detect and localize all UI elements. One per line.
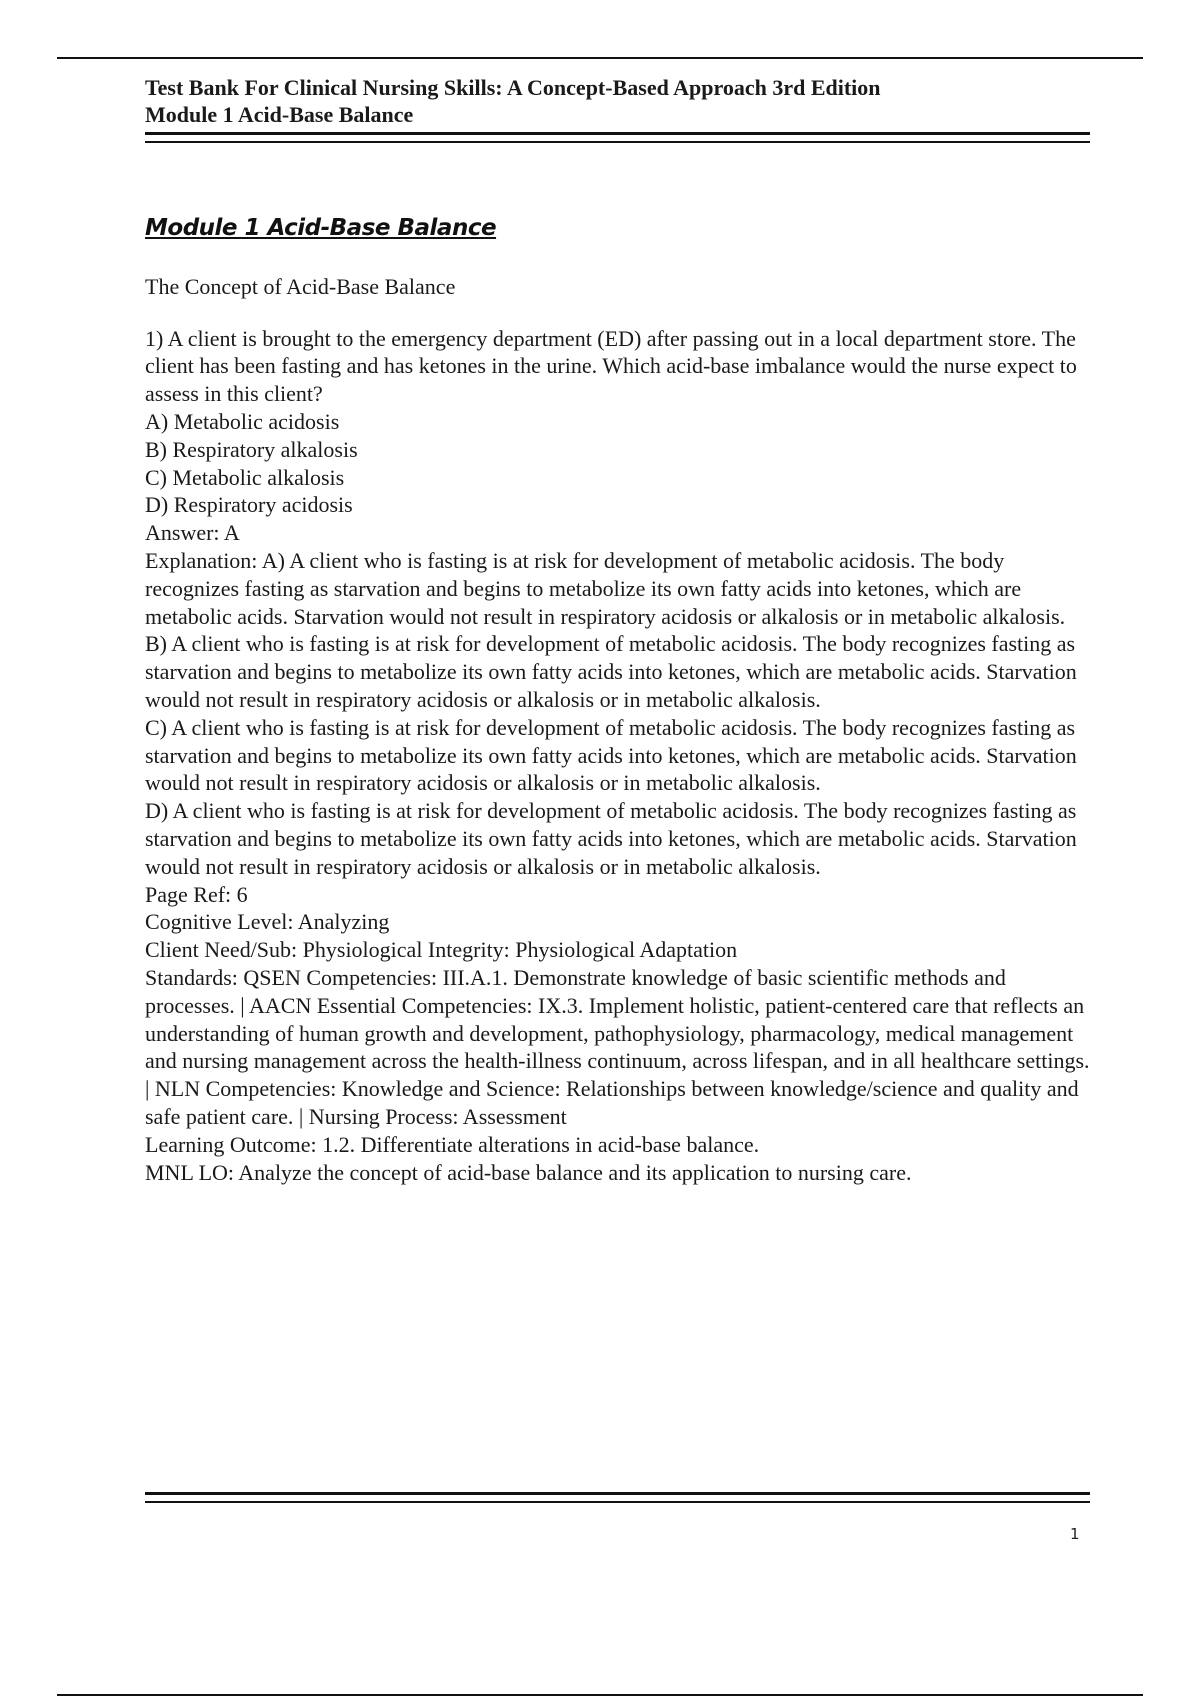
explanation-c: C) A client who is fasting is at risk for development of metabolic acidosis. The body recognizes fasting as starvation and begins to metabolize its own fatty acids into ketones, which are metabolic acids. Starvation would not result in respiratory acidosis or alkalosis or in metabolic alkalosis. [145,714,1077,796]
learning-outcome: Learning Outcome: 1.2. Differentiate alterations in acid-base balance. [145,1131,760,1157]
header-module-title: Module 1 Acid-Base Balance [145,102,414,127]
cognitive-level: Cognitive Level: Analyzing [145,909,390,935]
header-book-title: Test Bank For Clinical Nursing Skills: A Concept-Based Approach 3rd Edition [145,75,881,100]
page-bottom-edge-rule [57,1694,1143,1696]
page-number: 1 [1070,1525,1080,1543]
answer: Answer: A [145,520,240,546]
explanation-d: D) A client who is fasting is at risk for development of metabolic acidosis. The body recognizes fasting as starvation and begins to metabolize its own fatty acids into ketones, which are metabolic acids. Starvation would not result in respiratory acidosis or alkalosis or in metabolic alkalosis. [145,798,1077,879]
header-double-rule [145,132,1090,143]
explanation-a: Explanation: A) A client who is fasting is at risk for development of metabolic acidosis. The body recognizes fasting as starvation and begins to metabolize its own fatty acids into ketones, which are metabolic acids. Starvation would not result in respiratory acidosis or alkalosis or in metabolic alkalosis. [145,547,1066,629]
concept-title: The Concept of Acid-Base Balance [145,273,456,299]
option-a: A) Metabolic acidosis [145,408,340,434]
standards: Standards: QSEN Competencies: III.A.1. Demonstrate knowledge of basic scientific methods and processes. | AACN Essential Competencies: IX.3. Implement holistic, patient-centered care that reflects an understanding of human growth and development, pathophysiology, pharmacology, medical management and nursing management across the health-illness continuum, across lifespan, and in all healthcare settings. | NLN Competencies: Knowledge and Science: Relationships between knowledge/science and quality and safe patient care. | Nursing Process: Assessment [145,964,1090,1129]
page-ref: Page Ref: 6 [145,881,248,907]
page-top-edge-rule [57,57,1143,59]
mnl-lo: MNL LO: Analyze the concept of acid-base balance and its application to nursing care. [145,1159,912,1185]
footer-double-rule [145,1492,1090,1503]
client-need: Client Need/Sub: Physiological Integrity: Physiological Adaptation [145,937,738,963]
option-c: C) Metabolic alkalosis [145,464,345,490]
module-heading: Module 1 Acid-Base Balance [145,215,497,241]
explanation-b: B) A client who is fasting is at risk for development of metabolic acidosis. The body recognizes fasting as starvation and begins to metabolize its own fatty acids into ketones, which are metabolic acids. Starvation would not result in respiratory acidosis or alkalosis or in metabolic alkalosis. [145,631,1077,712]
question-stem: 1) A client is brought to the emergency department (ED) after passing out in a local department store. The client has been fasting and has ketones in the urine. Which acid-base imbalance would the nurse expect to assess in this client? [145,325,1077,407]
option-b: B) Respiratory alkalosis [145,436,358,462]
option-d: D) Respiratory acidosis [145,492,353,518]
page-header [145,74,1090,128]
document-body [145,215,1090,1186]
